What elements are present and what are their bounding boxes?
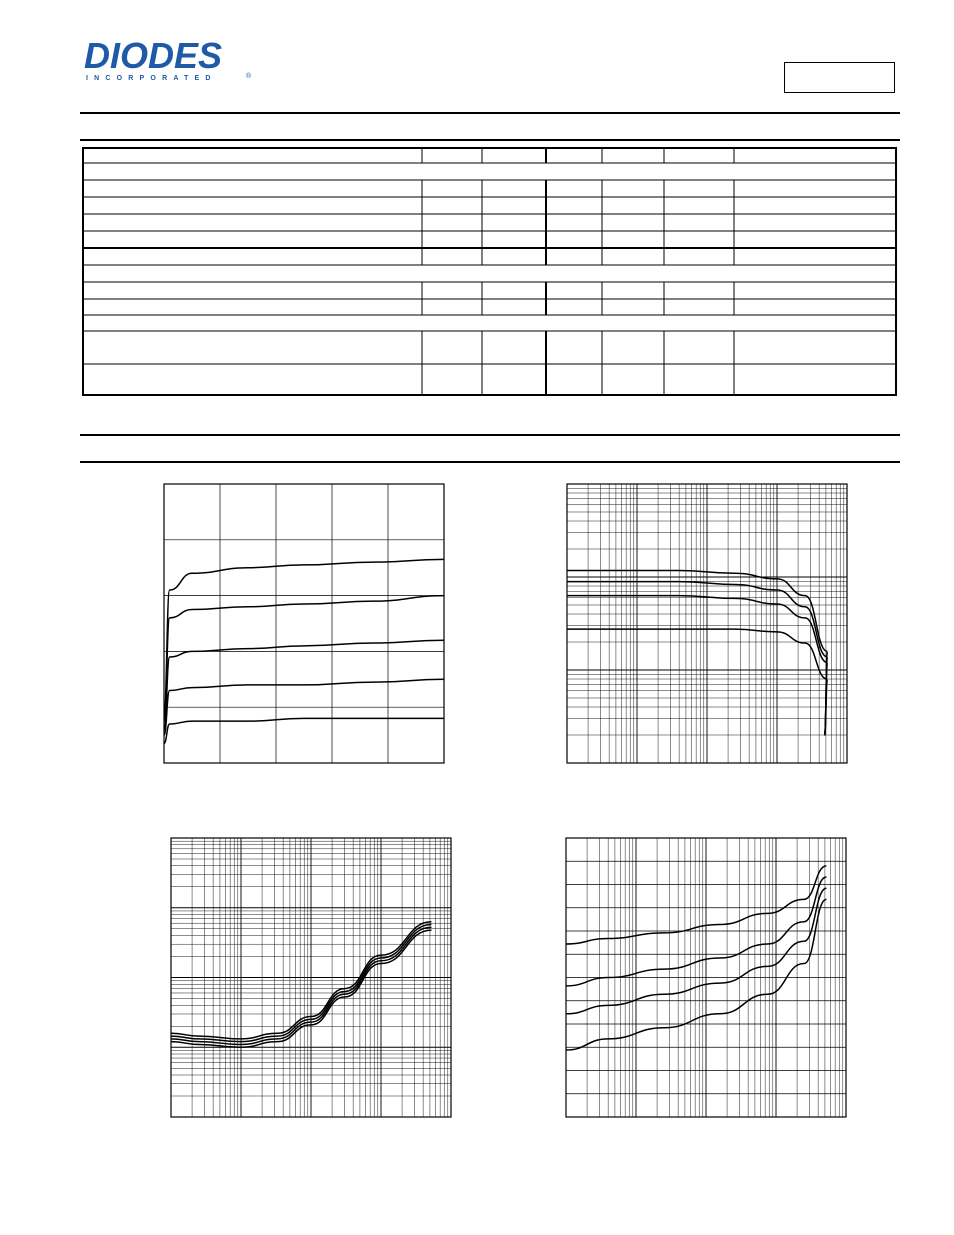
series-line — [566, 877, 826, 986]
series-line — [566, 888, 826, 1014]
series-line — [566, 899, 826, 1050]
chart-output-characteristics-svg — [163, 483, 445, 764]
series-line — [164, 718, 444, 743]
electrical-characteristics-table — [82, 147, 897, 396]
part-number-box — [784, 62, 895, 93]
series-line — [164, 559, 444, 712]
chart-bottom-left — [170, 837, 452, 1118]
series-line — [171, 930, 431, 1047]
registered-mark: ® — [246, 73, 252, 80]
chart-bottom-right-svg — [565, 837, 847, 1118]
chart-top-right — [566, 483, 848, 764]
series-line — [164, 596, 444, 722]
chart-bottom-left-svg — [170, 837, 452, 1118]
chart-top-right-svg — [566, 483, 848, 764]
brand-name: DIODES — [84, 38, 223, 76]
diodes-logo-mark — [84, 38, 256, 84]
series-line — [567, 629, 827, 735]
header-rule-top — [80, 112, 900, 114]
header-rule-bottom — [80, 139, 900, 141]
series-line — [567, 582, 827, 735]
series-line — [567, 596, 827, 736]
chart-output-characteristics — [163, 483, 445, 764]
brand-tagline: INCORPORATED — [86, 75, 217, 82]
section-rule-bottom — [80, 461, 900, 463]
series-line — [566, 866, 826, 944]
section-rule-top — [80, 434, 900, 436]
table-grid — [84, 149, 895, 394]
diodes-logo — [84, 38, 256, 84]
chart-bottom-right — [565, 837, 847, 1118]
